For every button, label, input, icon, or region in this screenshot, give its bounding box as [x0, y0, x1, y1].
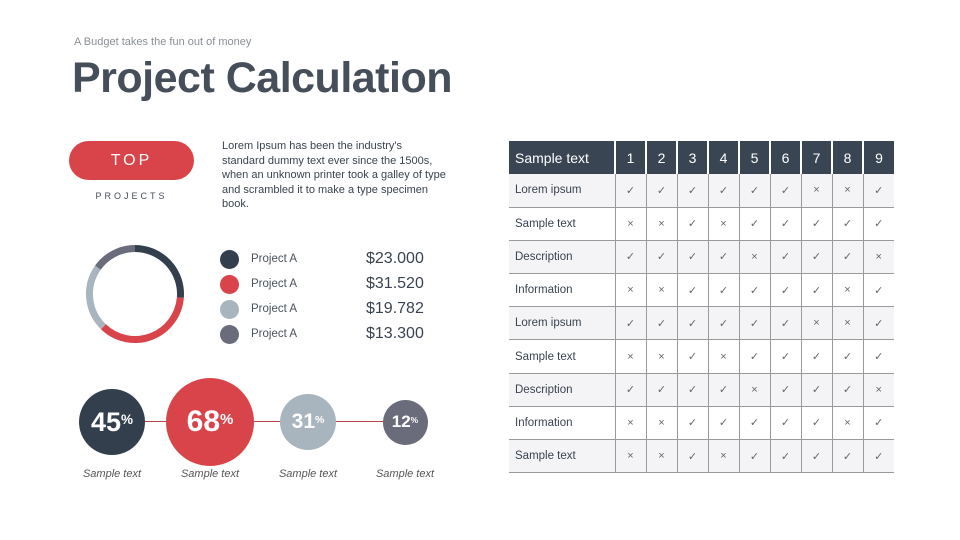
column-header: 7	[801, 141, 832, 174]
top-button[interactable]: TOP	[69, 141, 194, 180]
table-cell: ✓	[708, 174, 739, 207]
table-row	[509, 440, 894, 473]
legend-dot-icon	[220, 325, 239, 344]
table-cell: ✓	[677, 207, 708, 240]
table-cell: ✓	[646, 240, 677, 273]
legend-dot-icon	[220, 250, 239, 269]
table-cell: ✓	[739, 274, 770, 307]
column-header: 3	[677, 141, 708, 174]
table-row	[509, 174, 894, 207]
table-cell: ✓	[832, 207, 863, 240]
column-header: 8	[832, 141, 863, 174]
table-row	[509, 307, 894, 340]
table-row	[509, 274, 894, 307]
table-cell: ×	[646, 340, 677, 373]
description-text: Lorem Ipsum has been the industry's standard dummy text ever since the 1500s, when an unknown printer took a galley of type and scrambled it to make a type specimen book.	[222, 140, 446, 210]
table-cell: ✓	[615, 307, 646, 340]
table-cell: ✓	[863, 274, 894, 307]
percent-circle	[79, 389, 145, 455]
legend-value: $13.300	[366, 325, 424, 342]
donut-chart	[85, 244, 185, 344]
table-cell: ✓	[677, 274, 708, 307]
row-label: Description	[509, 373, 615, 406]
table-cell: ×	[832, 406, 863, 439]
table-cell: ✓	[646, 174, 677, 207]
row-label: Lorem ipsum	[509, 307, 615, 340]
table-cell: ×	[708, 207, 739, 240]
circle-caption: Sample text	[180, 468, 240, 480]
legend-item	[220, 249, 297, 269]
table-cell: ✓	[832, 440, 863, 473]
feature-table	[509, 141, 894, 473]
table-cell: ✓	[770, 373, 801, 406]
percent-value: 45	[90, 406, 122, 437]
row-label: Sample text	[509, 340, 615, 373]
table-cell: ✓	[646, 307, 677, 340]
donut-segment	[98, 249, 135, 268]
table-cell: ✓	[739, 406, 770, 439]
column-header: 4	[708, 141, 739, 174]
table-cell: ✓	[770, 340, 801, 373]
table-cell: ×	[646, 406, 677, 439]
legend-value: $31.520	[366, 275, 424, 292]
table-cell: ✓	[801, 440, 832, 473]
table-cell: ×	[832, 274, 863, 307]
table-cell: ×	[615, 440, 646, 473]
legend-label: Project A	[251, 328, 298, 340]
table-cell: ✓	[863, 340, 894, 373]
percent-unit: %	[121, 411, 134, 427]
table-cell: ✓	[770, 440, 801, 473]
table-cell: ✓	[770, 240, 801, 273]
table-cell: ✓	[739, 174, 770, 207]
table-cell: ×	[615, 340, 646, 373]
legend-label: Project A	[251, 303, 298, 315]
row-label: Sample text	[509, 440, 615, 473]
table-cell: ✓	[677, 307, 708, 340]
row-label: Information	[509, 406, 615, 439]
percent-unit: %	[315, 413, 325, 426]
table-cell: ✓	[708, 274, 739, 307]
column-header: 6	[770, 141, 801, 174]
legend-item	[220, 299, 297, 319]
table-cell: ✓	[615, 174, 646, 207]
table-cell: ✓	[708, 406, 739, 439]
percent-value: 12	[391, 412, 411, 431]
circle-caption: Sample text	[82, 468, 142, 480]
table-cell: ×	[863, 373, 894, 406]
table-cell: ✓	[832, 240, 863, 273]
table-cell: ✓	[770, 274, 801, 307]
table-row	[509, 406, 894, 439]
legend-dot-icon	[220, 275, 239, 294]
percent-circle	[166, 378, 254, 466]
table-cell: ✓	[801, 373, 832, 406]
table-cell: ×	[708, 440, 739, 473]
percent-value: 68	[186, 405, 221, 438]
table-cell: ✓	[615, 373, 646, 406]
table-cell: ✓	[739, 307, 770, 340]
table-cell: ✓	[770, 207, 801, 240]
table-cell: ✓	[770, 307, 801, 340]
donut-segment	[135, 249, 181, 298]
table-cell: ✓	[615, 240, 646, 273]
table-cell: ✓	[677, 373, 708, 406]
projects-label: PROJECTS	[95, 191, 168, 201]
table-cell: ✓	[863, 207, 894, 240]
table-row	[509, 207, 894, 240]
table-cell: ✓	[863, 440, 894, 473]
table-cell: ✓	[708, 373, 739, 406]
table-row	[509, 373, 894, 406]
legend-item	[220, 324, 297, 344]
legend-value: $23.000	[366, 250, 424, 267]
column-header: Sample text	[509, 141, 615, 174]
table-cell: ×	[739, 240, 770, 273]
legend-label: Project A	[251, 253, 298, 265]
table-cell: ✓	[770, 174, 801, 207]
table-cell: ×	[646, 207, 677, 240]
table-cell: ×	[832, 174, 863, 207]
circle-caption: Sample text	[375, 468, 435, 480]
table-cell: ✓	[677, 240, 708, 273]
page-title: Project Calculation	[72, 54, 452, 102]
table-cell: ✓	[801, 240, 832, 273]
table-row	[509, 340, 894, 373]
percent-circle	[280, 394, 336, 450]
table-cell: ✓	[708, 240, 739, 273]
subtitle: A Budget takes the fun out of money	[74, 36, 252, 48]
table-cell: ✓	[863, 307, 894, 340]
legend-label: Project A	[251, 278, 298, 290]
row-label: Lorem ipsum	[509, 174, 615, 207]
table-cell: ×	[863, 240, 894, 273]
table-cell: ✓	[739, 340, 770, 373]
table-cell: ×	[832, 307, 863, 340]
table-cell: ✓	[863, 406, 894, 439]
column-header: 2	[646, 141, 677, 174]
table-cell: ×	[615, 207, 646, 240]
table-cell: ✓	[739, 207, 770, 240]
donut-segment	[90, 268, 104, 327]
column-header: 5	[739, 141, 770, 174]
percent-unit: %	[220, 410, 234, 428]
table-cell: ×	[739, 373, 770, 406]
table-cell: ×	[708, 340, 739, 373]
table-cell: ✓	[739, 440, 770, 473]
percent-unit: %	[410, 415, 419, 426]
row-label: Description	[509, 240, 615, 273]
table-cell: ✓	[677, 440, 708, 473]
table-cell: ×	[646, 440, 677, 473]
table-cell: ✓	[677, 174, 708, 207]
table-cell: ×	[615, 274, 646, 307]
table-cell: ×	[646, 274, 677, 307]
table-cell: ✓	[646, 373, 677, 406]
connector-line	[120, 421, 410, 422]
table-cell: ×	[801, 307, 832, 340]
table-cell: ✓	[863, 174, 894, 207]
table-cell: ✓	[801, 340, 832, 373]
table-row	[509, 240, 894, 273]
table-cell: ✓	[770, 406, 801, 439]
row-label: Sample text	[509, 207, 615, 240]
table-cell: ✓	[677, 340, 708, 373]
table-header	[509, 141, 894, 174]
legend-value: $19.782	[366, 300, 424, 317]
table-cell: ✓	[832, 373, 863, 406]
table-cell: ×	[801, 174, 832, 207]
percent-value: 31	[291, 410, 315, 433]
table-cell: ✓	[801, 406, 832, 439]
table-cell: ×	[615, 406, 646, 439]
column-header: 1	[615, 141, 646, 174]
table-cell: ✓	[677, 406, 708, 439]
column-header: 9	[863, 141, 894, 174]
percent-circle	[383, 400, 428, 445]
table-cell: ✓	[708, 307, 739, 340]
row-label: Information	[509, 274, 615, 307]
donut-segment	[103, 298, 180, 340]
table-cell: ✓	[832, 340, 863, 373]
legend-dot-icon	[220, 300, 239, 319]
table-cell: ✓	[801, 207, 832, 240]
legend-item	[220, 274, 297, 294]
circle-caption: Sample text	[278, 468, 338, 480]
table-cell: ✓	[801, 274, 832, 307]
